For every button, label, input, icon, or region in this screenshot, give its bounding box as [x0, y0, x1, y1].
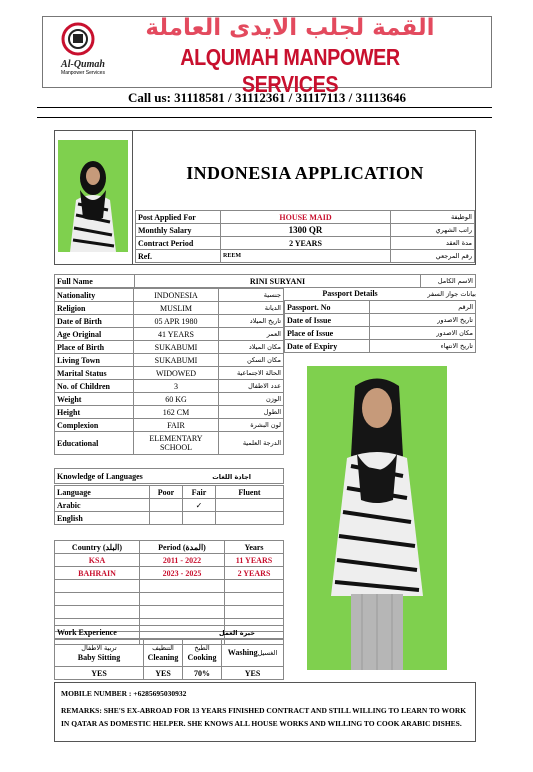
personal-table: [54, 288, 284, 455]
table-row: Educational ELEMENTARY SCHOOL الدرجة العلمية: [55, 432, 284, 455]
remarks-box: [54, 682, 476, 742]
table-row: English: [55, 512, 284, 525]
languages-title: Knowledge of Languages اجادة اللغات: [54, 468, 284, 484]
call-line: Call us: 31118581 / 31112361 / 31117113 / 31113646: [127, 90, 407, 105]
table-row: تربية الاطفال Baby Sitting التنظيف Cleaning الطبخ Cooking Washingالغسيل: [55, 640, 284, 667]
mobile-number: MOBILE NUMBER : +6285695030932: [61, 689, 187, 698]
table-row: Contract Period 2 YEARS مدة العقد: [136, 237, 475, 250]
table-row: Country (البلد) Period (المدة) Years: [55, 541, 284, 554]
divider: [37, 117, 492, 118]
post-table: [135, 210, 475, 263]
person-full-body-icon: [307, 366, 447, 670]
logo-subtext: Manpower Services: [61, 70, 105, 76]
full-name-table: [54, 274, 476, 288]
table-row: Height 162 CM الطول: [55, 406, 284, 419]
passport-details-header: Passport Details: [322, 289, 378, 298]
table-row: BAHRAIN 2023 - 2025 2 YEARS: [55, 567, 284, 580]
table-row: Arabic ✓: [55, 499, 284, 512]
table-row: Full Name RINI SURYANI الاسم الكامل: [55, 275, 476, 288]
table-row: Place of Birth SUKABUMI مكان الميلاد: [55, 341, 284, 354]
checkmark-icon: ✓: [183, 499, 216, 512]
passport-photo: [58, 140, 128, 252]
table-row: Passport. No الرقم: [285, 301, 476, 314]
application-title: INDONESIA APPLICATION: [186, 163, 424, 183]
person-portrait-icon: [58, 140, 128, 252]
full-name-value: RINI SURYANI: [135, 275, 421, 288]
remarks-text: REMARKS: SHE'S EX-ABROAD FOR 13 YEARS FINISHED CONTRACT AND STILL WILLING TO LEARN TO WORK IN QATAR AS DOMESTIC HELPER. SHE KNOWS ALL HOUSE WORKS AND WILLING TO COOK ARABIC DISHES.: [61, 706, 467, 728]
arabic-company-title: القمة لجلب الايدى العاملة: [145, 15, 435, 41]
company-logo-icon: [58, 22, 98, 58]
full-body-photo: [307, 366, 447, 670]
table-row: Ref. REEM رقم المرجعي: [136, 250, 475, 263]
passport-details-header-ar: بيانات جواز السفر: [427, 290, 476, 298]
table-row: Marital Status WIDOWED الحالة الاجتماعية: [55, 367, 284, 380]
table-row: Weight 60 KG الوزن: [55, 393, 284, 406]
table-row: KSA 2011 - 2022 11 YEARS: [55, 554, 284, 567]
table-row: Date of Birth 05 APR 1980 تاريخ الميلاد: [55, 315, 284, 328]
table-row: YES YES 70% YES: [55, 667, 284, 680]
table-row: Date of Issue تاريخ الاصدور: [285, 314, 476, 327]
table-row: Post Applied For HOUSE MAID الوظيفة: [136, 211, 475, 224]
skills-table: [54, 639, 284, 680]
table-row: Living Town SUKABUMI مكان السكن: [55, 354, 284, 367]
logo-text: Al-Qumah: [61, 59, 105, 70]
table-row: Religion MUSLIM الديانة: [55, 302, 284, 315]
table-row: No. of Children 3 عدد الاطفال: [55, 380, 284, 393]
table-row: Age Original 41 YEARS العمر: [55, 328, 284, 341]
passport-table: [284, 300, 476, 353]
table-row: Place of Issue مكان الاصدور: [285, 327, 476, 340]
work-experience-title: Work Experience خبرة العمل: [54, 625, 284, 639]
languages-table: [54, 485, 284, 525]
divider: [37, 107, 492, 108]
table-row: Monthly Salary 1300 QR راتب الشهري: [136, 224, 475, 237]
table-row: Date of Expiry تاريخ الانتهاء: [285, 340, 476, 353]
company-title: ALQUMAH MANPOWER SERVICES: [180, 44, 400, 97]
table-row: Language Poor Fair Fluent: [55, 486, 284, 499]
table-row: Nationality INDONESIA جنسية: [55, 289, 284, 302]
table-row: Complexion FAIR لون البشرة: [55, 419, 284, 432]
